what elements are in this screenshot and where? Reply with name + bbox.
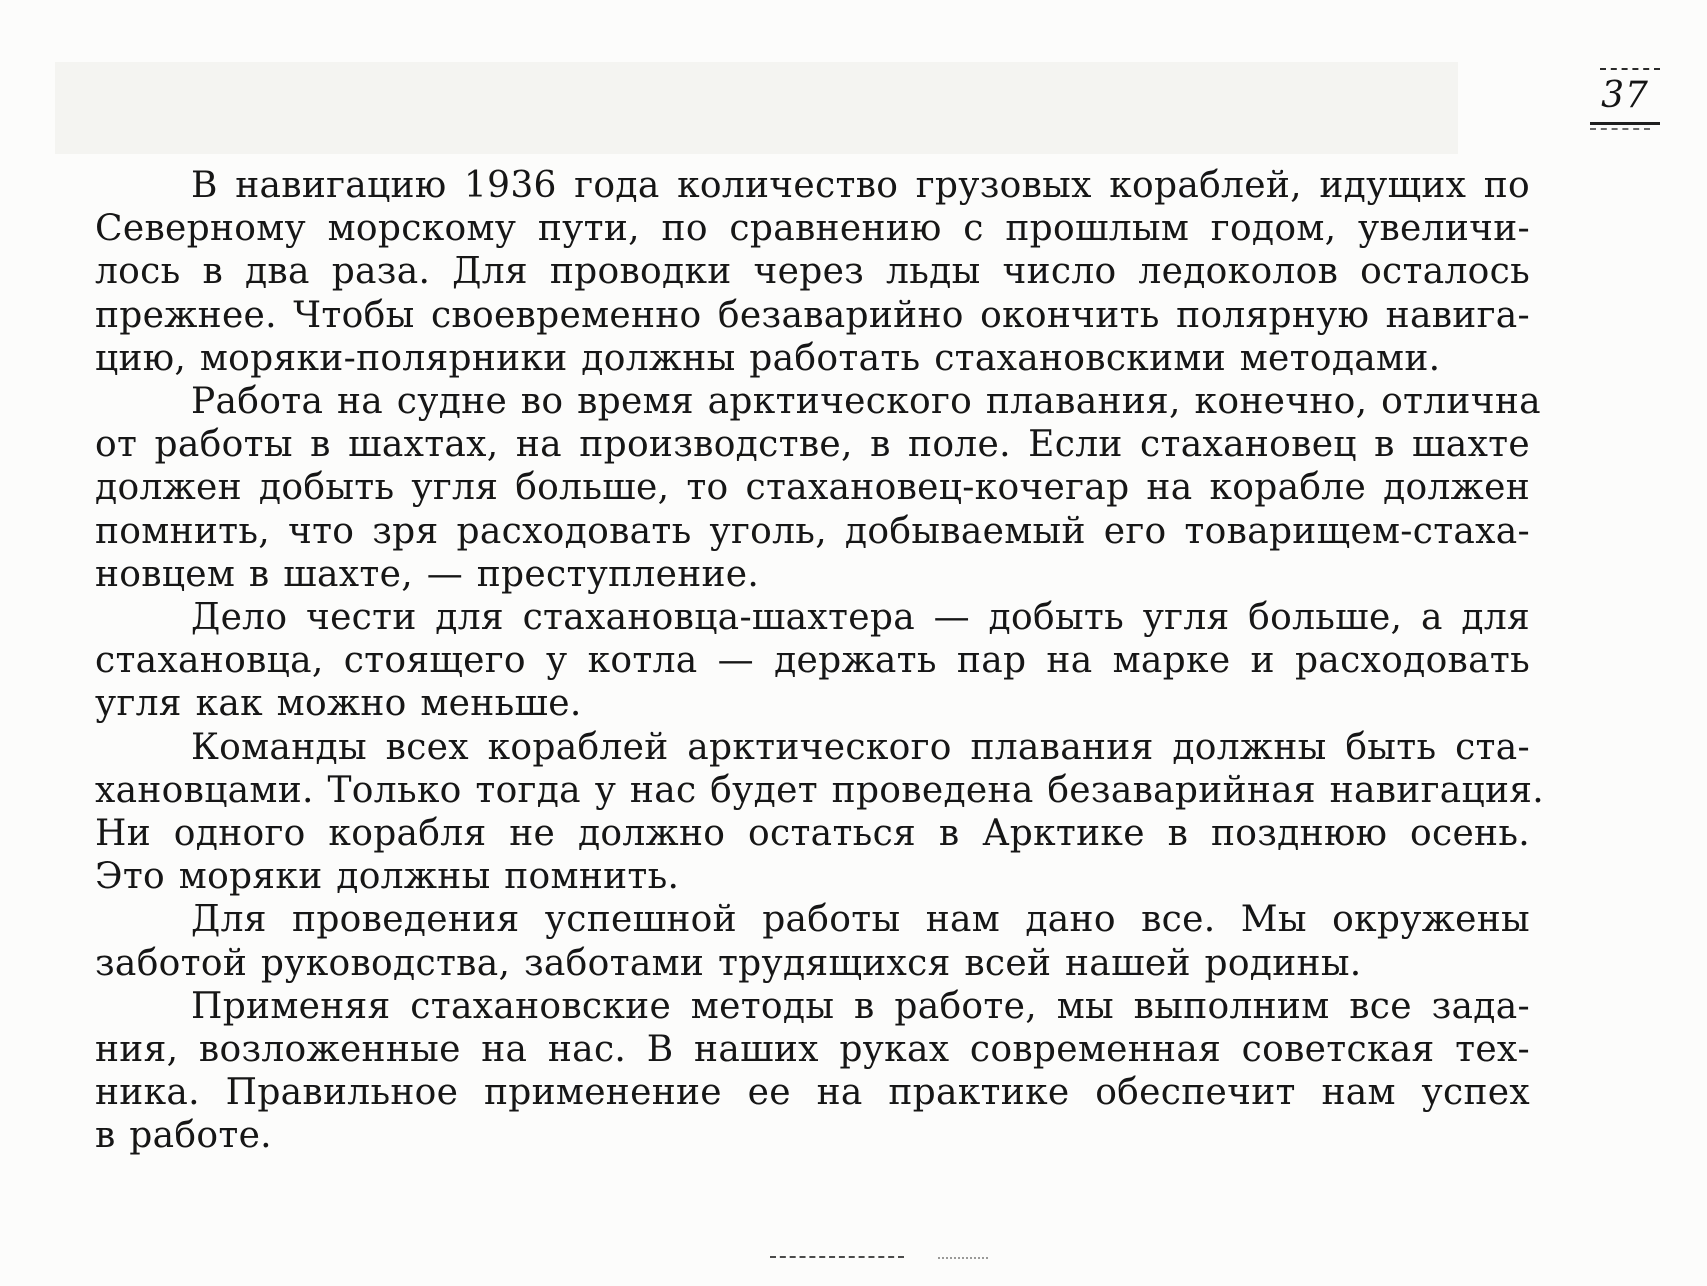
paragraph (95, 596, 1530, 726)
paragraph (95, 898, 1530, 984)
text-line: угля как можно меньше. (95, 683, 582, 725)
text-line: новцем в шахте, — преступление. (95, 553, 760, 595)
text-line: должен добыть угля больше, то стахановец-кочегар на корабле должен (95, 467, 1530, 509)
text-line: в работе. (95, 1115, 272, 1157)
text-line: хановцами. Только тогда у нас будет проведена безаварийная навигация. (95, 769, 1545, 811)
text-line: ния, возложенные на нас. В наших руках современная советская тех- (95, 1029, 1530, 1071)
text-line: Команды всех кораблей арктического плавания должны быть ста- (191, 726, 1530, 768)
page-number-rule-dashed (1590, 128, 1650, 130)
page-number-rule-bottom (1590, 122, 1660, 130)
text-line: от работы в шахтах, на производстве, в поле. Если стахановец в шахте (95, 424, 1530, 466)
text-line: прежнее. Чтобы своевременно безаварийно окончить полярную навига- (95, 294, 1530, 336)
text-line: Применяя стахановские методы в работе, мы выполним все зада- (191, 985, 1530, 1027)
page-number: 37 (1601, 75, 1649, 116)
text-line: ника. Правильное применение ее на практике обеспечит нам успех (95, 1072, 1530, 1114)
text-line: заботой руководства, заботами трудящихся всей нашей родины. (95, 942, 1362, 984)
paragraph (95, 726, 1545, 899)
text-line: Дело чести для стахановца-шахтера — добыть угля больше, а для (191, 597, 1530, 639)
text-line: лось в два раза. Для проводки через льды число ледоколов осталось (95, 251, 1530, 293)
paragraph (95, 380, 1541, 596)
page-number-rule-solid (1590, 122, 1660, 125)
footer-divider-dashed (770, 1256, 904, 1258)
text-line: помнить, что зря расходовать уголь, добываемый его товарищем-стаха- (95, 510, 1530, 552)
paragraph (95, 985, 1530, 1158)
footer-divider-dots (938, 1257, 988, 1259)
text-line: стахановца, стоящего у котла — держать пар на марке и расходовать (95, 640, 1530, 682)
page-number-block (1590, 68, 1660, 130)
text-line: Для проведения успешной работы нам дано все. Мы окружены (191, 899, 1530, 941)
text-line: Ни одного корабля не должно остаться в Арктике в позднюю осень. (95, 813, 1530, 855)
page-text (95, 164, 1545, 1158)
text-line: Северному морскому пути, по сравнению с прошлым годом, увеличи- (95, 208, 1530, 250)
scan-artifact-band (55, 62, 1458, 154)
text-line: Работа на судне во время арктического плавания, конечно, отлична (191, 381, 1541, 423)
text-line: Это моряки должны помнить. (95, 856, 680, 898)
paragraph (95, 164, 1530, 380)
text-line: цию, моряки-полярники должны работать стахановскими методами. (95, 337, 1441, 379)
text-line: В навигацию 1936 года количество грузовых кораблей, идущих по (191, 165, 1530, 206)
